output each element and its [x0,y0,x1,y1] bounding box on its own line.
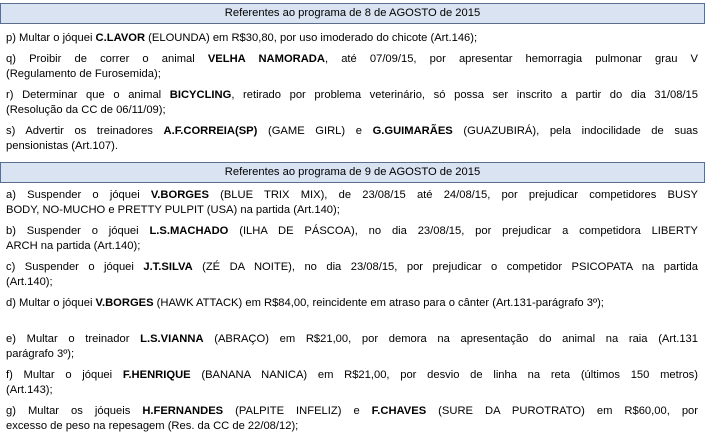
bold-name: H.FERNANDES [142,405,224,417]
item-c [6,260,698,290]
text-line: (Resolução da CC de 06/11/09); [6,104,166,116]
text-line: (Art.143); [6,384,53,396]
section-header-9-agosto: Referentes ao programa de 9 de AGOSTO de 2015 [0,162,705,183]
text-line: (Regulamento de Furosemida); [6,68,161,80]
text-line: a) Suspender o jóquei V.BORGES (BLUE TRIX MIX), de 23/08/15 até 24/08/15, por prejudicar competidores BUSY [6,189,698,201]
bold-name: F.HENRIQUE [122,369,191,381]
text-line: BODY, NO-MUCHO e PRETTY PULPIT (USA) na partida (Art.140); [6,204,340,216]
item-d [6,296,698,311]
text-line: c) Suspender o jóquei J.T.SILVA (ZÉ DA NOITE), no dia 23/08/15, por prejudicar o competidor PSICOPATA na partida [6,261,698,273]
item-p [6,31,698,46]
bold-name: C.LAVOR [95,32,146,44]
bold-name: G.GUIMARÃES [372,125,453,137]
bold-name: V.BORGES [150,189,209,201]
item-g [6,404,698,434]
text-line: s) Advertir os treinadores A.F.CORREIA(SP) (GAME GIRL) e G.GUIMARÃES (GUAZUBIRÁ), pela indocilidade de suas [6,125,698,137]
item-s [6,124,698,154]
bold-name: F.CHAVES [371,405,427,417]
bold-name: BICYCLING [169,89,232,101]
bold-name: VELHA NAMORADA [207,53,325,65]
bold-name: V.BORGES [95,297,154,309]
bold-name: J.T.SILVA [143,261,193,273]
bold-name: L.S.MACHADO [149,225,229,237]
bold-name: L.S.VIANNA [140,333,204,345]
text-line: f) Multar o jóquei F.HENRIQUE (BANANA NANICA) em R$21,00, por desvio de linha na reta (últimos 150 metros) [6,369,698,381]
text-line: d) Multar o jóquei V.BORGES (HAWK ATTACK) em R$84,00, reincidente em atraso para o cânter (Art.131-parágrafo 3º); [6,297,604,309]
item-q [6,52,698,82]
text-line: p) Multar o jóquei C.LAVOR (ELOUNDA) em R$30,80, por uso imoderado do chicote (Art.146); [6,32,478,44]
text-line: b) Suspender o jóquei L.S.MACHADO (ILHA DE PÁSCOA), no dia 23/08/15, por prejudicar a competidora LIBERTY [6,225,698,237]
text-line: g) Multar os jóqueis H.FERNANDES (PALPITE INFELIZ) e F.CHAVES (SURE DA PUROTRATO) em R$60,00, por [6,405,698,417]
text-line: pensionistas (Art.107). [6,140,118,152]
text-line: q) Proibir de correr o animal VELHA NAMORADA, até 07/09/15, por apresentar hemorragia pulmonar grau V [6,53,698,65]
item-a [6,188,698,218]
section-header-8-agosto: Referentes ao programa de 8 de AGOSTO de 2015 [0,3,705,24]
text-line: e) Multar o treinador L.S.VIANNA (ABRAÇO) em R$21,00, por demora na apresentação do animal na raia (Art.131 [6,333,698,345]
text-line: excesso de peso na repesagem (Res. da CC de 22/08/12); [6,420,299,432]
text-line: parágrafo 3º); [6,348,75,360]
text-line: ARCH na partida (Art.140); [6,240,141,252]
item-b [6,224,698,254]
item-e [6,332,698,362]
item-r [6,88,698,118]
item-f [6,368,698,398]
text-line: r) Determinar que o animal BICYCLING, retirado por problema veterinário, só possa ser inscrito a partir do dia 31/08/15 [6,89,698,101]
bold-name: A.F.CORREIA(SP) [163,125,258,137]
text-line: (Art.140); [6,276,53,288]
